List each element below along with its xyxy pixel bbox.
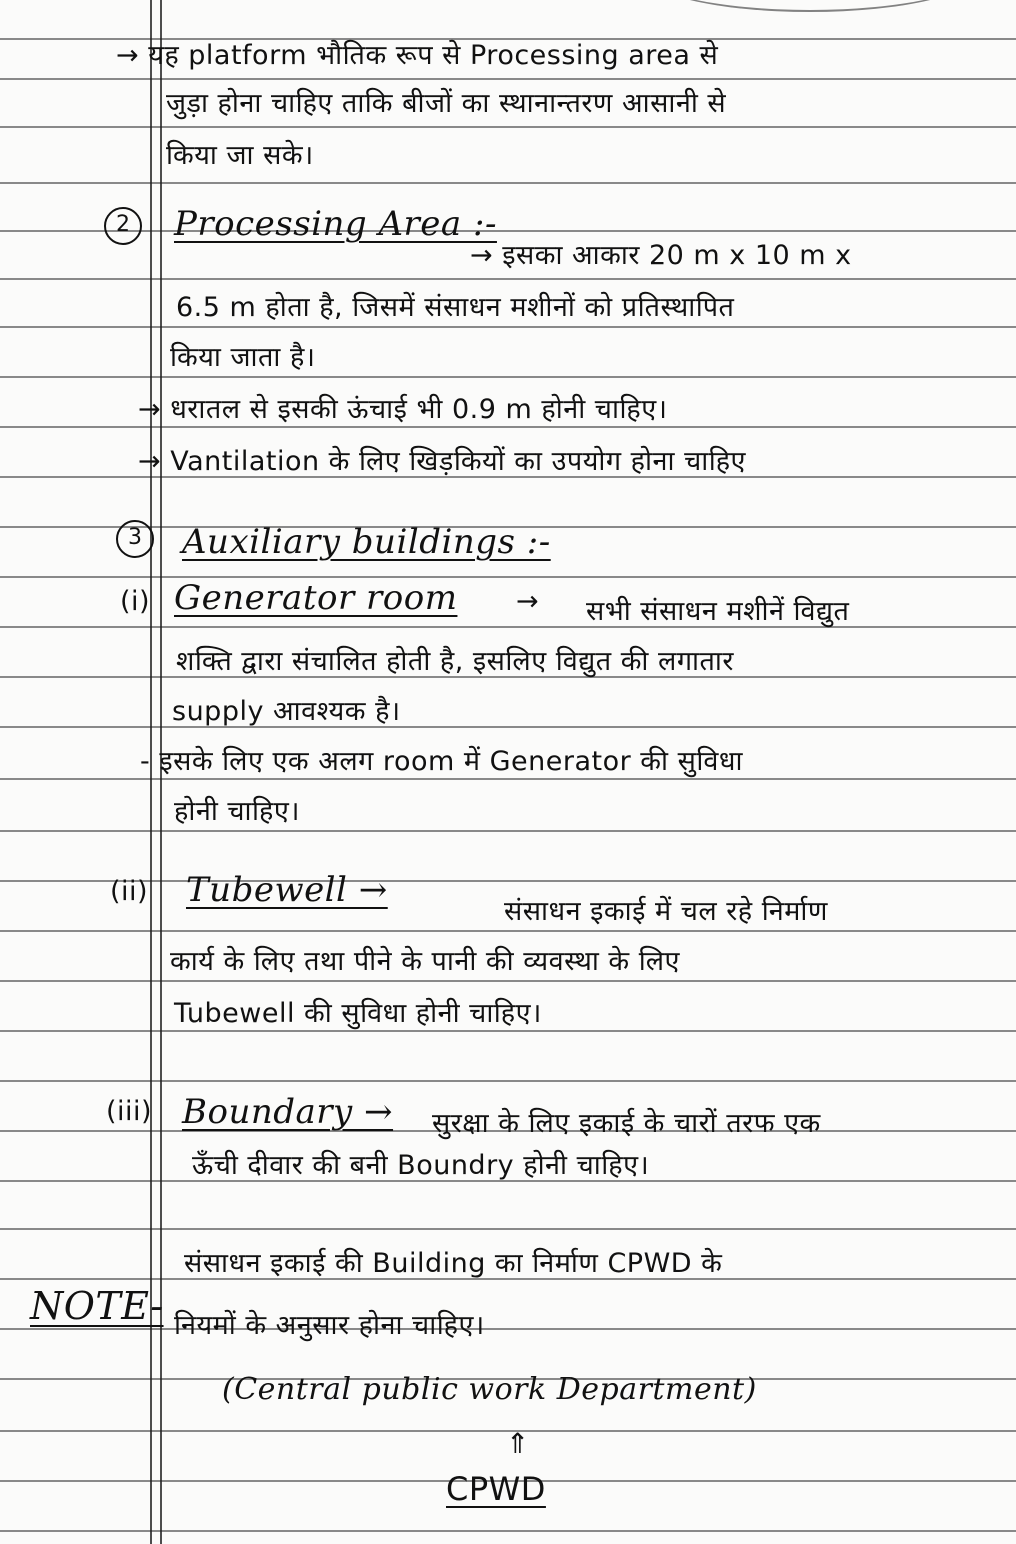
ruled-line	[0, 726, 1016, 728]
ruled-line	[0, 1080, 1016, 1082]
text-line: → इसका आकार 20 m x 10 m x	[470, 240, 852, 271]
ruled-line	[0, 426, 1016, 428]
page-edge-curve	[640, 0, 980, 12]
ruled-line	[0, 778, 1016, 780]
text-line: जुड़ा होना चाहिए ताकि बीजों का स्थानान्तरण आसानी से	[166, 88, 727, 119]
ruled-line	[0, 1030, 1016, 1032]
item-title: Generator room	[174, 578, 458, 618]
section-number: 3	[116, 520, 154, 558]
ruled-line	[0, 626, 1016, 628]
cpwd-abbreviation: CPWD	[446, 1470, 546, 1508]
text-line: किया जा सके।	[166, 140, 314, 171]
ruled-line	[0, 1530, 1016, 1532]
text-line: कार्य के लिए तथा पीने के पानी की व्यवस्था के लिए	[170, 946, 680, 977]
text-line: - इसके लिए एक अलग room में Generator की सुविधा	[140, 746, 743, 777]
ruled-line	[0, 326, 1016, 328]
text-line: supply आवश्यक है।	[172, 696, 401, 727]
text-line: ऊँची दीवार की बनी Boundry होनी चाहिए।	[192, 1150, 650, 1181]
ruled-line	[0, 930, 1016, 932]
ruled-line	[0, 78, 1016, 80]
text-line: शक्ति द्वारा संचालित होती है, इसलिए विद्युत की लगातार	[176, 646, 734, 677]
text-line: किया जाता है।	[170, 342, 316, 373]
ruled-line	[0, 1228, 1016, 1230]
note-label: NOTE-	[30, 1284, 164, 1328]
ruled-line	[0, 880, 1016, 882]
ruled-line	[0, 576, 1016, 578]
text-line: होनी चाहिए।	[174, 796, 301, 827]
ruled-line	[0, 126, 1016, 128]
ruled-line	[0, 376, 1016, 378]
text-line: संसाधन इकाई में चल रहे निर्माण	[504, 896, 828, 927]
text-line: सभी संसाधन मशीनें विद्युत	[586, 596, 850, 627]
item-title: Boundary →	[182, 1092, 394, 1132]
text-line: → यह platform भौतिक रूप से Processing area से	[116, 40, 719, 71]
ruled-line	[0, 1328, 1016, 1330]
text-line: Tubewell की सुविधा होनी चाहिए।	[174, 998, 542, 1029]
section-heading: Processing Area :-	[174, 204, 497, 244]
item-label: (ii)	[110, 876, 149, 907]
text-line: → Vantilation के लिए खिड़कियों का उपयोग होना चाहिए	[138, 446, 746, 477]
text-line: 6.5 m होता है, जिसमें संसाधन मशीनों को प्रतिस्थापित	[176, 292, 735, 323]
ruled-line	[0, 278, 1016, 280]
arrow: →	[516, 586, 540, 617]
note-text: संसाधन इकाई की Building का निर्माण CPWD के	[184, 1248, 723, 1279]
item-title: Tubewell →	[186, 870, 388, 910]
text-line: → धरातल से इसकी ऊंचाई भी 0.9 m होनी चाहिए।	[138, 394, 668, 425]
note-text: नियमों के अनुसार होना चाहिए।	[174, 1310, 485, 1341]
item-label: (iii)	[106, 1096, 153, 1127]
ruled-line	[0, 182, 1016, 184]
section-number: 2	[104, 207, 142, 245]
ruled-line	[0, 230, 1016, 232]
item-label: (i)	[120, 586, 151, 617]
text-line: सुरक्षा के लिए इकाई के चारों तरफ एक	[432, 1108, 821, 1139]
arrow-up-icon: ⇑	[506, 1427, 530, 1460]
section-heading: Auxiliary buildings :-	[182, 522, 551, 562]
ruled-line	[0, 830, 1016, 832]
ruled-line	[0, 980, 1016, 982]
cpwd-full-form: (Central public work Department)	[222, 1372, 757, 1407]
